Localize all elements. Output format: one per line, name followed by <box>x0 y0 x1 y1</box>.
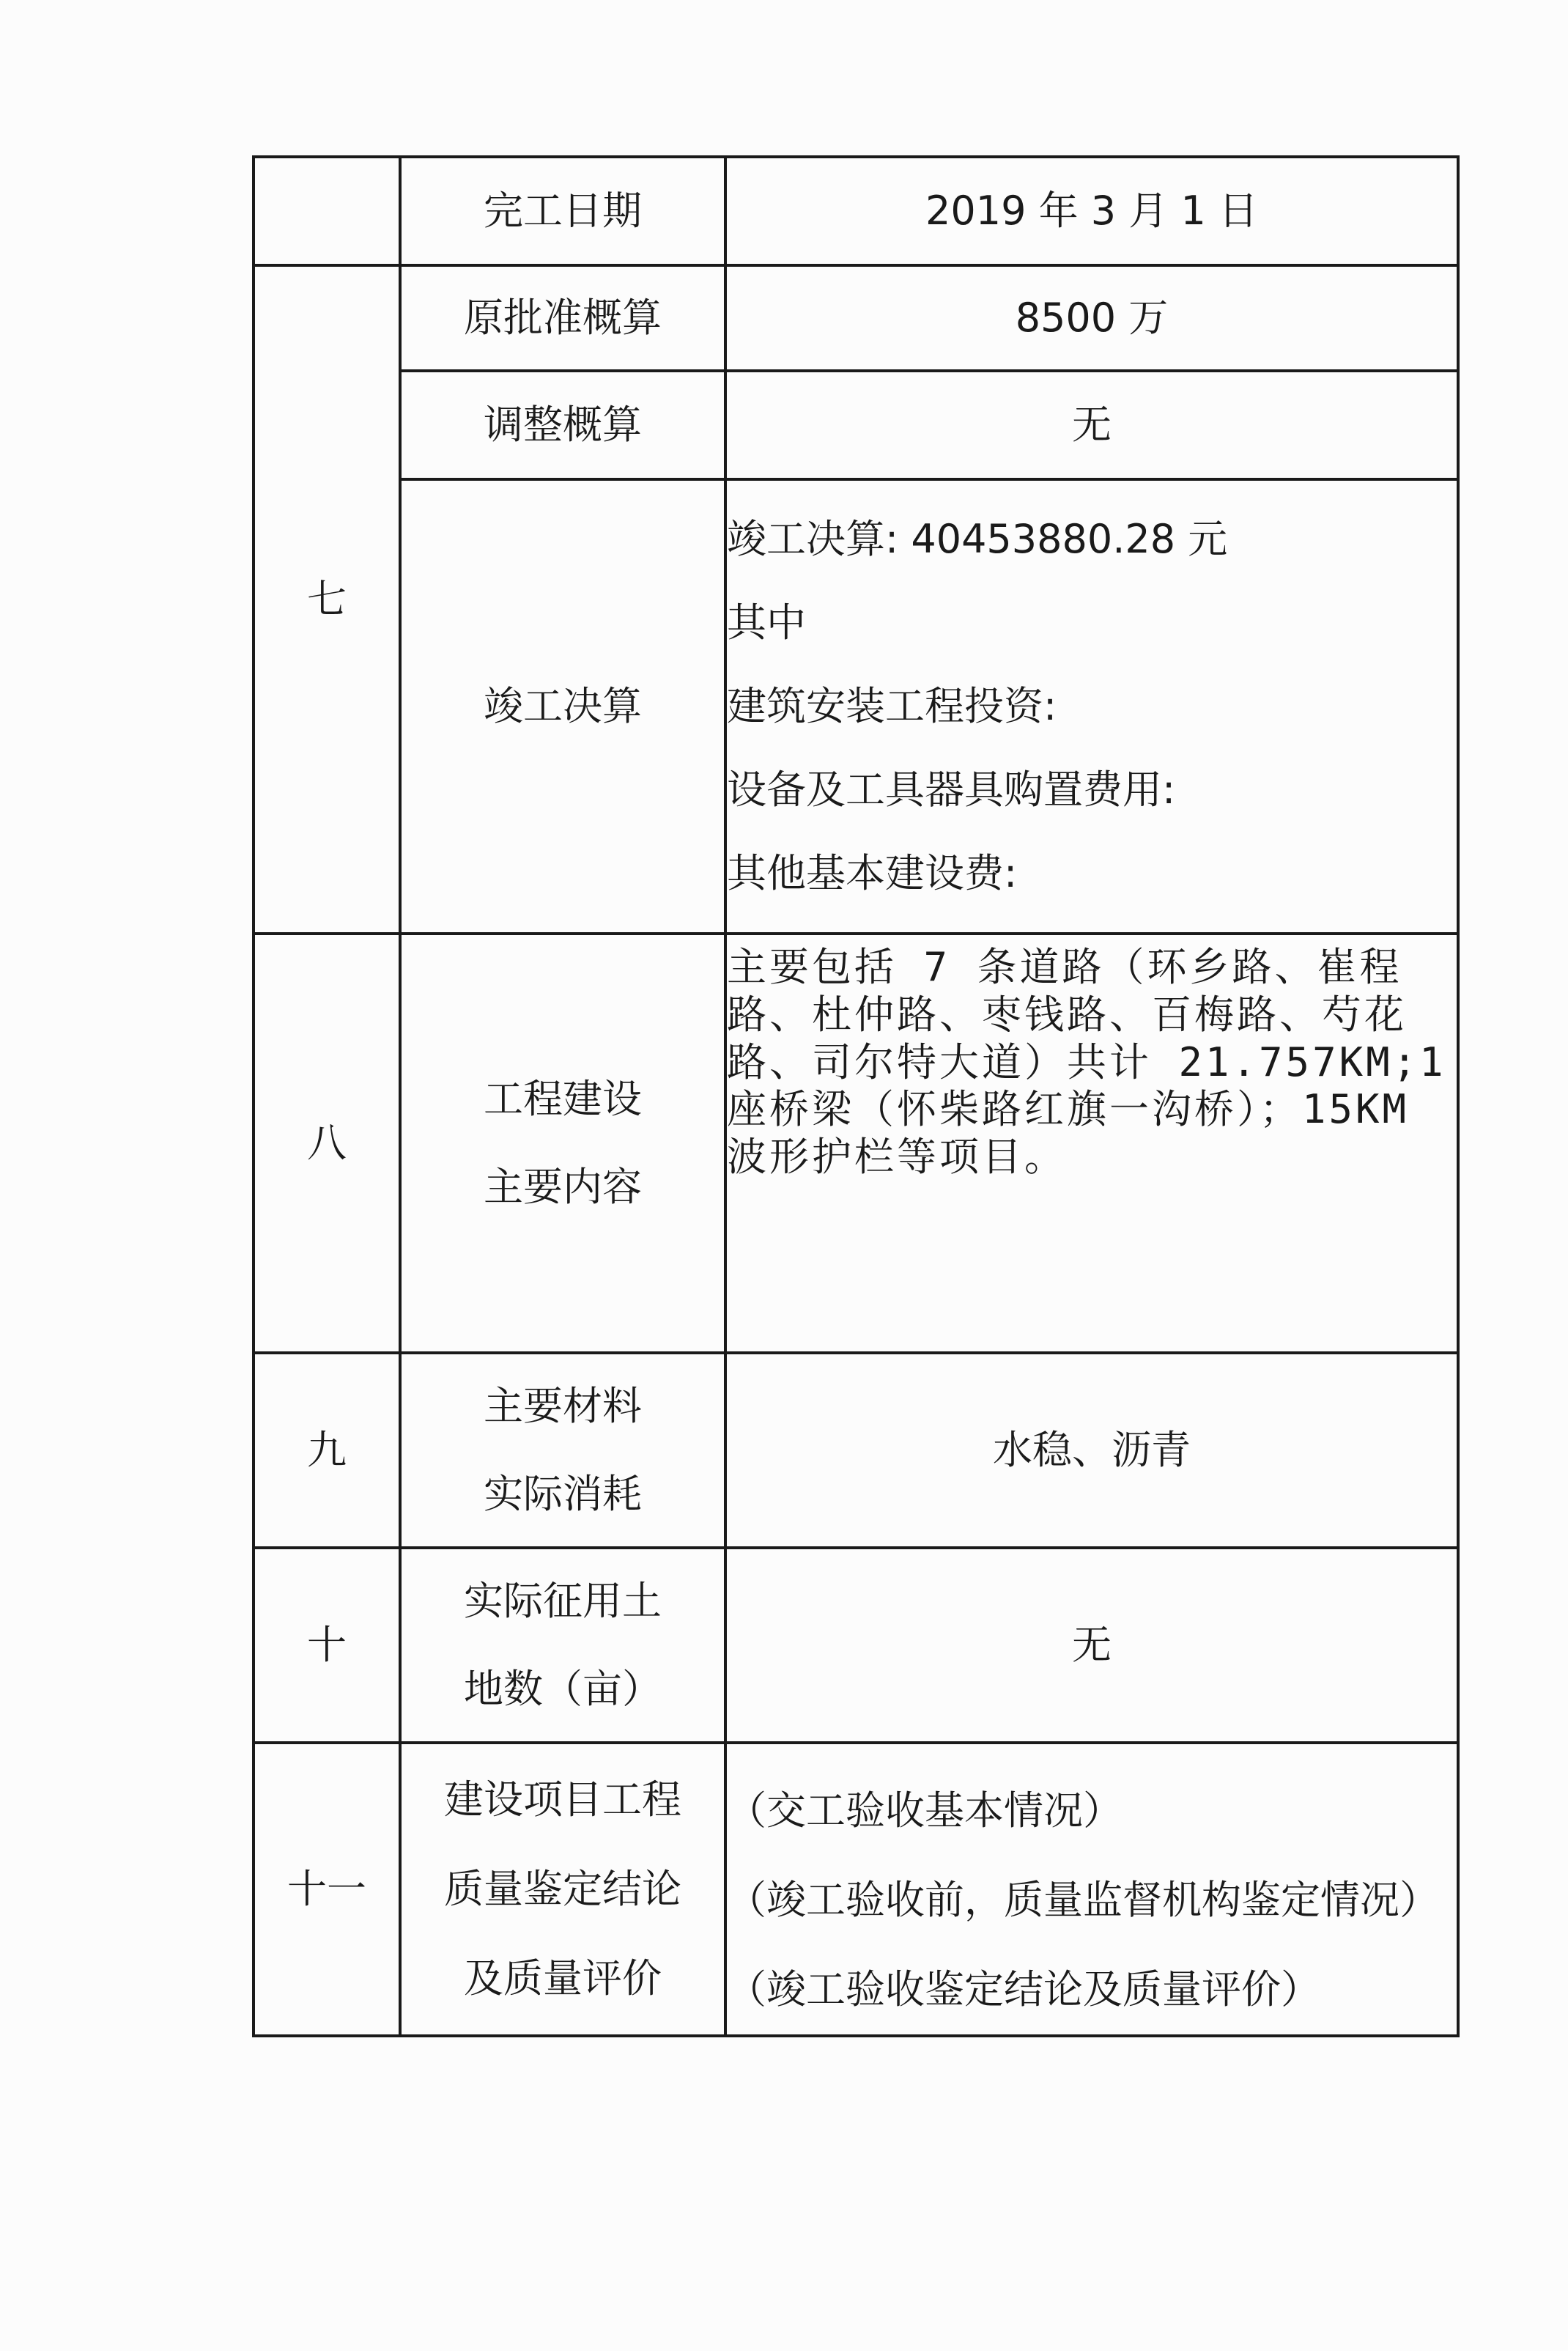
row-index-cell: 七 <box>254 265 400 934</box>
row-index-cell: 十一 <box>254 1743 400 2036</box>
final-accounts-line: 建筑安装工程投资: <box>727 683 1057 729</box>
label-line: 主要内容 <box>484 1164 642 1210</box>
table-row <box>254 265 1458 371</box>
adjusted-budget-label: 调整概算 <box>400 371 725 479</box>
table-row <box>254 157 1458 265</box>
final-accounts-value <box>725 479 1458 934</box>
quality-label <box>400 1743 725 2036</box>
label-line: 实际征用土 <box>464 1578 662 1624</box>
completion-date-value: 2019 年 3 月 1 日 <box>725 157 1458 265</box>
land-value: 无 <box>725 1548 1458 1743</box>
label-line: 地数（亩） <box>464 1666 662 1712</box>
label-line: 及质量评价 <box>464 1955 662 2001</box>
label-line: 建设项目工程 <box>444 1776 681 1823</box>
materials-value: 水稳、沥青 <box>725 1353 1458 1548</box>
final-accounts-line: 设备及工具器具购置费用: <box>727 767 1176 813</box>
quality-line: （竣工验收鉴定结论及质量评价） <box>727 1966 1320 2012</box>
quality-line: （交工验收基本情况） <box>727 1787 1123 1834</box>
main-content-value: 主要包括 7 条道路（环乡路、崔程路、杜仲路、枣钱路、百梅路、芍花路、司尔特大道）共计 21.757KM;1 座桥梁（怀柴路红旗一沟桥）；15KM 波形护栏等项目。 <box>725 934 1458 1353</box>
row-index-cell <box>254 157 400 265</box>
row-index-cell: 十 <box>254 1548 400 1743</box>
original-budget-value: 8500 万 <box>725 265 1458 371</box>
final-accounts-line: 竣工决算: 40453880.28 元 <box>727 516 1228 562</box>
table-row <box>254 1353 1458 1548</box>
table-row <box>254 1743 1458 2036</box>
table-row <box>254 479 1458 934</box>
label-line: 工程建设 <box>484 1076 642 1122</box>
final-accounts-label: 竣工决算 <box>400 479 725 934</box>
row-index-cell: 九 <box>254 1353 400 1548</box>
land-label <box>400 1548 725 1743</box>
adjusted-budget-value: 无 <box>725 371 1458 479</box>
table-row <box>254 934 1458 1353</box>
label-line: 质量鉴定结论 <box>444 1866 681 1912</box>
completion-date-label: 完工日期 <box>400 157 725 265</box>
materials-label <box>400 1353 725 1548</box>
final-accounts-line: 其中 <box>727 599 806 646</box>
original-budget-label: 原批准概算 <box>400 265 725 371</box>
table-row <box>254 1548 1458 1743</box>
label-line: 实际消耗 <box>484 1471 642 1517</box>
project-summary-table <box>252 155 1460 2037</box>
main-content-label <box>400 934 725 1353</box>
table-row <box>254 371 1458 479</box>
quality-line: （竣工验收前，质量监督机构鉴定情况） <box>727 1877 1439 1923</box>
label-line: 主要材料 <box>484 1383 642 1429</box>
row-index-cell: 八 <box>254 934 400 1353</box>
final-accounts-line: 其他基本建设费: <box>727 850 1018 896</box>
quality-value <box>725 1743 1458 2036</box>
